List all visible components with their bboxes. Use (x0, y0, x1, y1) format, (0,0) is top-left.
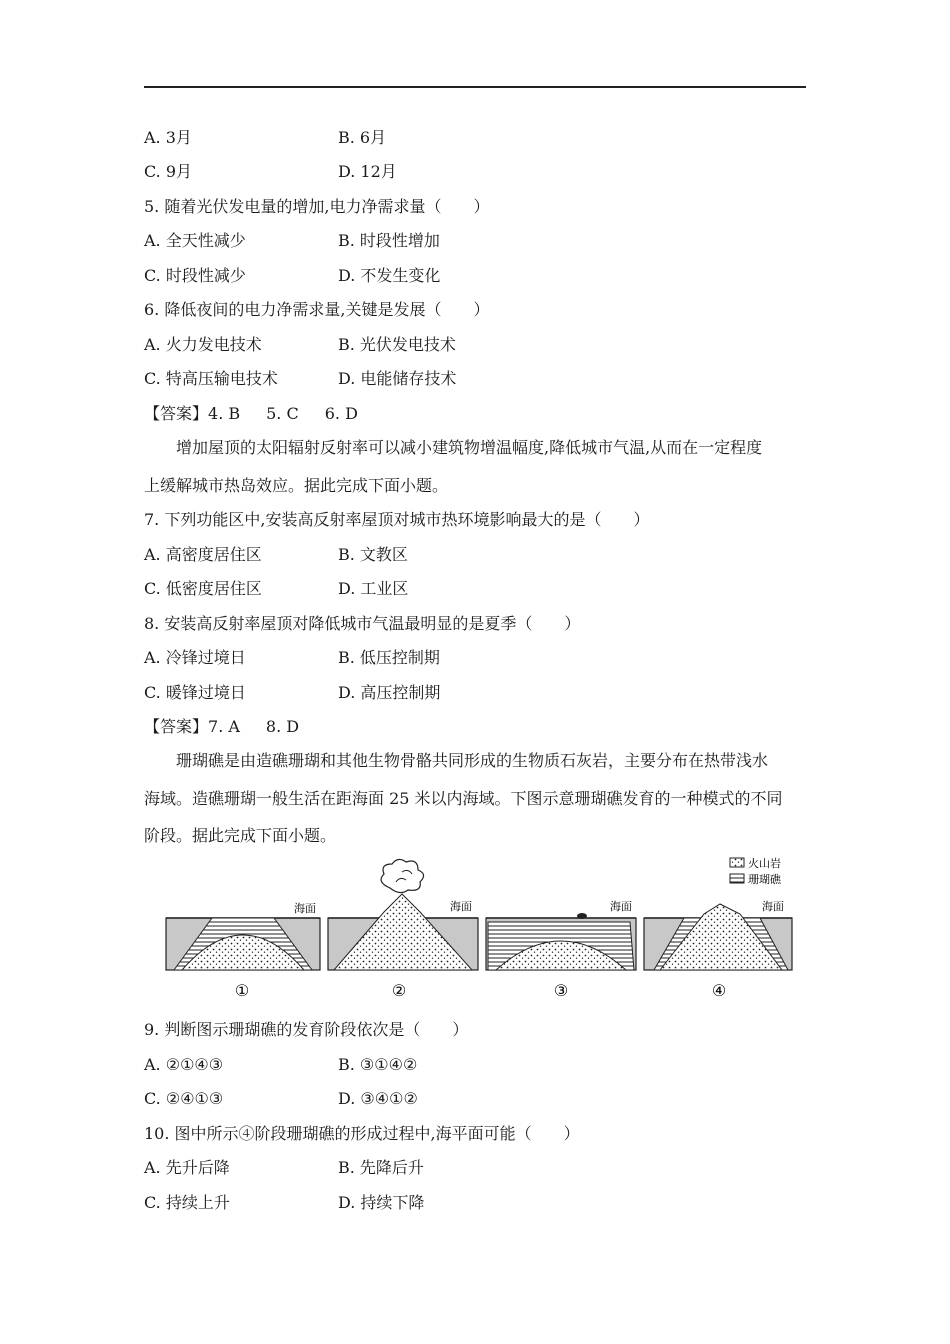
stage-4-panel (644, 899, 792, 970)
option-c: C. 9月 (144, 162, 193, 181)
q10-option-b: B. 先降后升 (338, 1158, 424, 1177)
header-rule (144, 86, 806, 88)
coral-reef-diagram (164, 852, 794, 1004)
q8-option-d: D. 高压控制期 (338, 683, 441, 702)
question-7-stem: 7. 下列功能区中,安装高反射率屋顶对城市热环境影响最大的是（ ） (144, 510, 650, 529)
q5-option-c: C. 时段性减少 (144, 266, 246, 285)
passage-3-line-1: 珊瑚礁是由造礁珊瑚和其他生物骨骼共同形成的生物质石灰岩，主要分布在热带浅水 (176, 751, 769, 770)
q8-option-b: B. 低压控制期 (338, 648, 440, 667)
question-10-stem: 10. 图中所示④阶段珊瑚礁的形成过程中,海平面可能（ ） (144, 1124, 580, 1143)
question-6-stem: 6. 降低夜间的电力净需求量,关键是发展（ ） (144, 300, 490, 319)
question-9-stem: 9. 判断图示珊瑚礁的发育阶段依次是（ ） (144, 1020, 469, 1039)
passage-3-line-3: 阶段。据此完成下面小题。 (144, 826, 337, 845)
stage-label-2: ② (391, 981, 407, 1000)
sea-level-label: 海面 (294, 902, 316, 915)
q8-option-a: A. 冷锋过境日 (144, 648, 246, 667)
question-8-stem: 8. 安装高反射率屋顶对降低城市气温最明显的是夏季（ ） (144, 614, 581, 633)
q6-option-d: D. 电能储存技术 (338, 369, 457, 388)
option-b: B. 6月 (338, 128, 387, 147)
answer-label: 【答案】 (144, 717, 209, 736)
passage-2-line-2: 上缓解城市热岛效应。据此完成下面小题。 (144, 476, 449, 495)
option-a: A. 3月 (144, 128, 192, 147)
q10-option-d: D. 持续下降 (338, 1193, 425, 1212)
passage-2-line-1: 增加屋顶的太阳辐射反射率可以减小建筑物增温幅度,降低城市气温,从而在一定程度 (176, 438, 763, 457)
passage-3-line-2: 海域。造礁珊瑚一般生活在距海面 25 米以内海域。下图示意珊瑚礁发育的一种模式的不同 (144, 789, 783, 808)
q5-option-b: B. 时段性增加 (338, 231, 440, 250)
legend (730, 856, 782, 886)
legend-volcanic-label: 火山岩 (748, 857, 781, 870)
stage-label-1: ① (234, 981, 250, 1000)
q9-option-b: B. ③①④② (338, 1055, 418, 1074)
eruption-cloud-icon (381, 859, 423, 892)
q9-option-c: C. ②④①③ (144, 1089, 224, 1108)
q9-option-d: D. ③④①② (338, 1089, 418, 1108)
island-icon (577, 913, 587, 919)
q7-option-a: A. 高密度居住区 (144, 545, 262, 564)
answer-item: 8. D (265, 717, 300, 736)
option-d: D. 12月 (338, 162, 397, 181)
answer-item: 4. B (208, 404, 241, 423)
question-5-stem: 5. 随着光伏发电量的增加,电力净需求量（ ） (144, 197, 490, 216)
q9-option-a: A. ②①④③ (144, 1055, 224, 1074)
stage-label-3: ③ (553, 981, 569, 1000)
q10-option-c: C. 持续上升 (144, 1193, 230, 1212)
q10-option-a: A. 先升后降 (144, 1158, 230, 1177)
q6-option-b: B. 光伏发电技术 (338, 335, 456, 354)
q5-option-a: A. 全天性减少 (144, 231, 246, 250)
q7-option-d: D. 工业区 (338, 579, 409, 598)
stage-2-panel (328, 859, 478, 970)
answer-item: 5. C (266, 404, 299, 423)
sea-level-label: 海面 (762, 900, 784, 913)
answer-item: 6. D (324, 404, 358, 423)
answer-line-2 (144, 717, 299, 737)
answer-label: 【答案】 (144, 404, 209, 423)
q5-option-d: D. 不发生变化 (338, 266, 441, 285)
stage-1-panel (166, 901, 320, 970)
q8-option-c: C. 暖锋过境日 (144, 683, 246, 702)
q6-option-a: A. 火力发电技术 (144, 335, 262, 354)
q7-option-c: C. 低密度居住区 (144, 579, 262, 598)
sea-level-label: 海面 (450, 900, 472, 913)
q6-option-c: C. 特高压输电技术 (144, 369, 278, 388)
legend-volcanic-swatch (730, 858, 744, 867)
stage-3-panel (486, 899, 636, 970)
q7-option-b: B. 文教区 (338, 545, 408, 564)
answer-line-1 (144, 404, 358, 424)
answer-item: 7. A (208, 717, 240, 736)
legend-coral-swatch (730, 874, 744, 883)
stage-label-4: ④ (711, 981, 727, 1000)
legend-coral-label: 珊瑚礁 (748, 873, 781, 886)
sea-level-label: 海面 (610, 900, 632, 913)
